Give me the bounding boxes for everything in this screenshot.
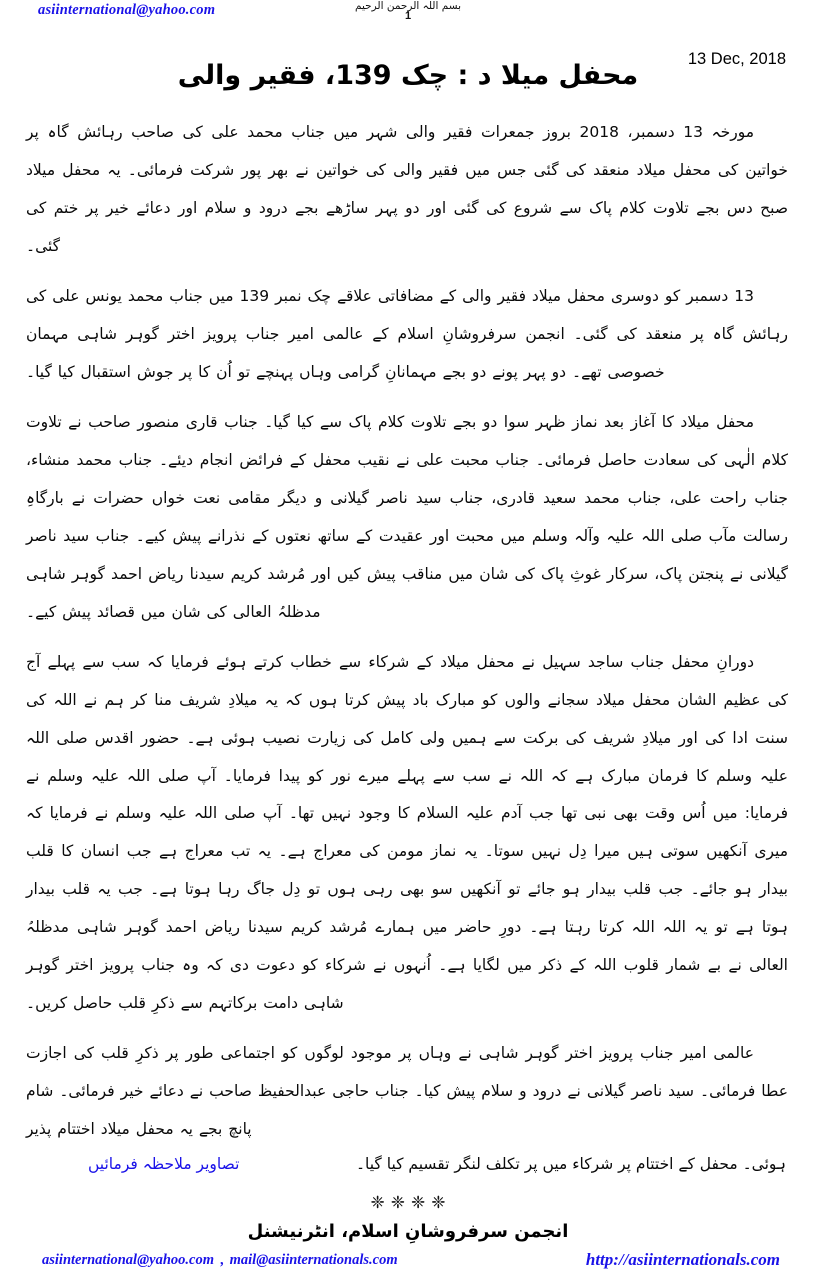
page-title: محفل میلا د : چک 139، فقیر والی <box>177 60 639 92</box>
title-row <box>0 36 816 98</box>
paragraph: 13 دسمبر کو دوسری محفل میلاد فقیر والی کے مضافاتی علاقے چک نمبر 139 میں جناب محمد یونس علی کی رہائش گاہ پر منعقد کی گئی۔ انجمن سرفروشانِ اسلام کے عالمی امیر جناب پرویز اختر گوہر شاہی مہمان خصوصی تھے۔ دو پہر پونے دو بجے مہمانانِ گرامی وہاں پہنچے تو اُن کا پر جوش استقبال کیا گیا۔ <box>26 286 788 381</box>
star-ornament-icon: ❈ <box>411 1192 426 1213</box>
star-ornament-icon: ❈ <box>390 1192 405 1213</box>
article-body <box>0 114 816 1181</box>
header-email-link[interactable]: asiinternational@yahoo.com <box>38 2 216 18</box>
footer-email-primary-link[interactable]: asiinternational@yahoo.com <box>42 1252 214 1269</box>
page-header <box>0 0 816 26</box>
footer-email-secondary-link[interactable]: mail@asiinternationals.com <box>229 1252 398 1269</box>
paragraph: محفل میلاد کا آغاز بعد نماز ظہر سوا دو بجے تلاوت کلام پاک سے کیا گیا۔ جناب قاری منصور صاحب نے تلاوت کلام الٰہی کی سعادت حاصل فرمائی۔ جناب محبت علی نے نقیب محفل کے فرائض انجام دیئے۔ جناب محمد منشاء، جناب راحت علی، جناب محمد سعید قادری، جناب سید ناصر گیلانی و دیگر مقامی نعت خواں حضرات نے بارگاہِ رسالت مآب صلی اللہ علیہ وآلہ وسلم میں محبت اور عقیدت کے ساتھ نعتوں کے نذرانے پیش کیے۔ جناب سید ناصر گیلانی نے پنجتن پاک، سرکار غوثِ پاک کی شان میں مناقب پیش کیں اور مُرشد کریم سیدنا ریاض احمد گوہر شاہی مدظلہُ العالی کی شان میں قصائد پیش کیے۔ <box>26 412 788 621</box>
page-number: 1 <box>404 9 412 22</box>
footer-website-link[interactable]: http://asiinternationals.com <box>585 1250 780 1270</box>
ornament-divider <box>0 1191 816 1213</box>
page-footer <box>0 1221 816 1278</box>
bismillah-block <box>0 1 816 22</box>
document-date: 13 Dec, 2018 <box>687 50 786 68</box>
closing-sentence: ہوئی۔ محفل کے اختتام پر شرکاء میں پر تکلف لنگر تقسیم کیا گیا۔ <box>355 1155 786 1174</box>
paragraph: مورخہ 13 دسمبر، 2018 بروز جمعرات فقیر والی شہر میں جناب محمد علی کی صاحب رہائش گاہ پر خواتین کی محفل میلاد منعقد کی گئی جس میں فقیر والی کی خواتین نے بھر پور شرکت فرمائی۔ یہ محفل میلاد صبح دس بجے تلاوت کلام پاک سے شروع کی گئی اور دو پہر ساڑھے بجے درود و سلام اور دعائے خیر پر ختم کی گئی۔ <box>26 123 788 255</box>
organization-name: انجمن سرفروشانِ اسلام، انٹرنیشنل <box>247 1221 569 1243</box>
email-separator: , <box>220 1252 224 1269</box>
star-ornament-icon: ❈ <box>431 1192 446 1213</box>
closing-line-row <box>26 1147 788 1181</box>
view-pictures-link[interactable]: تصاویر ملاحظہ فرمائیں <box>88 1155 240 1174</box>
footer-email-group <box>42 1252 398 1269</box>
bismillah-text: بسم اللہ الرحمن الرحیم <box>354 0 462 12</box>
footer-contacts <box>0 1252 816 1278</box>
star-ornament-icon: ❈ <box>370 1192 385 1213</box>
paragraph: دورانِ محفل جناب ساجد سہیل نے محفل میلاد کے شرکاء سے خطاب کرتے ہوئے فرمایا کہ سب سے پہلے آج کی عظیم الشان محفل میلاد سجانے والوں کو مبارک باد پیش کرتا ہوں کہ یہ میلادِ شریف منا کر ہم نے اللہ کی سنت ادا کی اور میلادِ شریف کی برکت سے ہمیں ولی کامل کی زیارت نصیب ہوئی ہے۔ حضور اقدس صلی اللہ علیہ وسلم کا فرمان مبارک ہے کہ اللہ نے سب سے پہلے میرے نور کو پیدا فرمایا۔ آپ صلی اللہ علیہ وسلم نے فرمایا: میں اُس وقت بھی نبی تھا جب آدم علیہ السلام کا وجود نہیں تھا۔ آپ صلی اللہ علیہ وسلم نے فرمایا کہ میری آنکھیں سوتی ہیں میرا دِل نہیں سوتا۔ یہ نماز مومن کی معراج ہے۔ یہ تب معراج ہے جب انسان کا قلب بیدار ہو جائے۔ جب قلب بیدار ہو جائے تو آنکھیں سو بھی رہی ہوں تو دِل جاگ رہا ہوتا ہے۔ جب یہ قلب بیدار ہوتا ہے تو یہ اللہ اللہ کرتا رہتا ہے۔ دورِ حاضر میں ہمارے مُرشد کریم سیدنا ریاض احمد گوہر شاہی مدظلہُ العالی نے بے شمار قلوب اللہ کے ذکر میں لگایا ہے۔ اُنہوں نے شرکاء کو دعوت دی کہ وہ جناب پرویز اختر گوہر شاہی دامت برکاتہم سے ذکرِ قلب حاصل کریں۔ <box>26 652 788 1013</box>
paragraph: عالمی امیر جناب پرویز اختر گوہر شاہی نے وہاں پر موجود لوگوں کو اجتماعی طور پر ذکرِ قلب کی اجازت عطا فرمائی۔ سید ناصر گیلانی نے درود و سلام پیش کیا۔ جناب حاجی عبدالحفیظ صاحب نے دعائے خیر فرمائی۔ شام پانچ بجے یہ محفل میلاد اختتام پذیر <box>26 1044 788 1139</box>
